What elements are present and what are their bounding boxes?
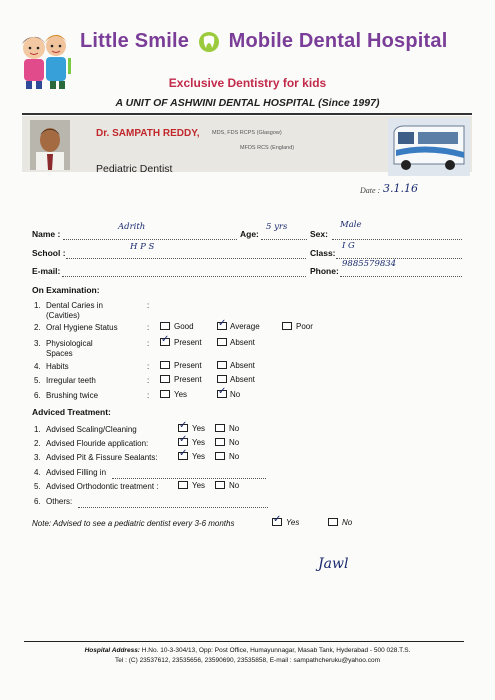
school-value[interactable]: H P S	[130, 242, 155, 252]
footer-divider	[24, 641, 464, 642]
colon: :	[147, 362, 150, 371]
mobile-bus-image	[388, 118, 470, 176]
spaces-absent-label: Absent	[230, 338, 255, 347]
sex-label: Sex:	[310, 229, 328, 239]
hygiene-good-label: Good	[174, 322, 194, 331]
irregular-present-label: Present	[174, 375, 202, 384]
tooth-icon	[199, 31, 219, 53]
habits-present-checkbox[interactable]	[160, 361, 170, 369]
scaling-no-checkbox[interactable]	[215, 424, 225, 432]
note-no-checkbox[interactable]	[328, 518, 338, 526]
treat-item-flouride: Advised Flouride application:	[46, 439, 149, 448]
doctor-quals-2: MFDS RCS (England)	[240, 145, 295, 151]
treat-num: 6.	[34, 497, 41, 506]
footer-address	[0, 647, 495, 654]
exam-item-hygiene: Oral Hygiene Status	[46, 323, 118, 332]
habits-present-label: Present	[174, 361, 202, 370]
colon: :	[147, 339, 150, 348]
spaces-absent-checkbox[interactable]	[217, 338, 227, 346]
scaling-no-label: No	[229, 424, 240, 433]
flouride-no-checkbox[interactable]	[215, 438, 225, 446]
email-label: E-mail:	[32, 266, 61, 276]
exam-num: 3.	[34, 339, 41, 348]
treat-num: 2.	[34, 439, 41, 448]
exam-item-irregular: Irregular teeth	[46, 376, 96, 385]
header-divider	[22, 113, 472, 115]
habits-absent-label: Absent	[230, 361, 255, 370]
spaces-present-label: Present	[174, 338, 202, 347]
date-label: Date :	[360, 186, 381, 195]
exam-item-spaces: Physiological	[46, 339, 93, 348]
unit-line: A UNIT OF ASHWINI DENTAL HOSPITAL (Since 1997)	[115, 97, 380, 109]
treat-item-sealants: Advised Pit & Fissure Sealants:	[46, 453, 158, 462]
exam-item-habits: Habits	[46, 362, 69, 371]
doctor-name: Dr. SAMPATH REDDY,	[96, 128, 200, 139]
footer-contact: Tel : (C) 23537612, 23535656, 23590690, 23535858, E-mail : sampathcheruku@yahoo.com	[115, 657, 380, 664]
hygiene-poor-checkbox[interactable]	[282, 322, 292, 330]
ortho-yes-label: Yes	[192, 481, 206, 490]
exam-item-caries: Dental Caries in	[46, 301, 103, 310]
scaling-yes-label: Yes	[192, 424, 206, 433]
ortho-no-label: No	[229, 481, 240, 490]
hygiene-average-label: Average	[230, 322, 260, 331]
school-label: School :	[32, 248, 66, 258]
phone-value[interactable]: 9885579834	[342, 259, 397, 269]
advice-note: Note: Advised to see a pediatric dentist every 3-6 months	[32, 519, 235, 528]
treat-num: 5.	[34, 482, 41, 491]
examination-heading: On Examination:	[32, 285, 100, 295]
flouride-no-label: No	[229, 438, 240, 447]
sex-value[interactable]: Male	[340, 220, 362, 230]
brushing-yes-checkbox[interactable]	[160, 390, 170, 398]
doctor-quals-1: MDS, FDS RCPS (Glasgow)	[212, 130, 282, 136]
filling-line[interactable]	[112, 468, 266, 479]
ortho-no-checkbox[interactable]	[215, 481, 225, 489]
colon: :	[147, 391, 150, 400]
flouride-yes-label: Yes	[192, 438, 206, 447]
doctor-role: Pediatric Dentist	[96, 163, 173, 175]
exam-num: 6.	[34, 391, 41, 400]
brushing-no-checkbox[interactable]	[217, 390, 227, 398]
scaling-yes-checkbox[interactable]	[178, 424, 188, 432]
sealants-no-label: No	[229, 452, 240, 461]
age-value[interactable]: 5 yrs	[266, 222, 288, 232]
exam-item-caries-sub: (Cavities)	[46, 311, 80, 320]
irregular-absent-label: Absent	[230, 375, 255, 384]
hygiene-poor-label: Poor	[296, 322, 313, 331]
subtitle: Exclusive Dentistry for kids	[168, 76, 327, 90]
exam-num: 2.	[34, 323, 41, 332]
treat-item-ortho: Advised Orthodontic treatment :	[46, 482, 159, 491]
title-part1: Little Smile	[80, 30, 190, 52]
exam-item-brushing: Brushing twice	[46, 391, 99, 400]
footer-address-text: H.No. 10-3-304/13, Opp: Post Office, Humayunnagar, Masab Tank, Hyderabad - 500 028.T.S.	[141, 647, 411, 654]
sealants-yes-checkbox[interactable]	[178, 452, 188, 460]
name-value[interactable]: Adrith	[118, 222, 146, 232]
sex-line	[332, 229, 462, 240]
sealants-no-checkbox[interactable]	[215, 452, 225, 460]
footer-address-label: Hospital Address:	[84, 647, 140, 654]
flouride-yes-checkbox[interactable]	[178, 438, 188, 446]
class-label: Class:	[310, 248, 336, 258]
others-line[interactable]	[78, 497, 268, 508]
brushing-yes-label: Yes	[174, 390, 188, 399]
treat-item-others: Others:	[46, 497, 73, 506]
irregular-present-checkbox[interactable]	[160, 375, 170, 383]
note-yes-checkbox[interactable]	[272, 518, 282, 526]
exam-num: 1.	[34, 301, 41, 310]
age-label: Age:	[240, 229, 259, 239]
colon: :	[147, 376, 150, 385]
exam-num: 5.	[34, 376, 41, 385]
doctor-photo	[30, 120, 70, 170]
email-line	[62, 266, 306, 277]
name-label: Name :	[32, 229, 61, 239]
exam-item-spaces-sub: Spaces	[46, 349, 73, 358]
date-value: 3.1.16	[383, 182, 418, 195]
note-yes-label: Yes	[286, 518, 300, 527]
spaces-present-checkbox[interactable]	[160, 338, 170, 346]
colon: :	[147, 323, 150, 332]
name-line	[63, 229, 237, 240]
treat-num: 3.	[34, 453, 41, 462]
treat-num: 4.	[34, 468, 41, 477]
hygiene-average-checkbox[interactable]	[217, 322, 227, 330]
habits-absent-checkbox[interactable]	[217, 361, 227, 369]
hospital-title	[80, 30, 448, 53]
brushing-no-label: No	[230, 390, 241, 399]
treat-num: 1.	[34, 425, 41, 434]
hygiene-good-checkbox[interactable]	[160, 322, 170, 330]
exam-num: 4.	[34, 362, 41, 371]
sealants-yes-label: Yes	[192, 452, 206, 461]
ortho-yes-checkbox[interactable]	[178, 481, 188, 489]
doctor-signature: Jawl	[318, 556, 349, 572]
title-part2: Mobile Dental Hospital	[228, 30, 448, 52]
note-no-label: No	[342, 518, 353, 527]
treat-item-scaling: Advised Scaling/Cleaning	[46, 425, 137, 434]
colon: :	[147, 301, 150, 310]
class-value[interactable]: I G	[342, 241, 355, 251]
treat-item-filling: Advised Filling in	[46, 468, 107, 477]
treatment-heading: Adviced Treatment:	[32, 407, 111, 417]
phone-label: Phone:	[310, 266, 339, 276]
irregular-absent-checkbox[interactable]	[217, 375, 227, 383]
school-line	[66, 248, 306, 259]
